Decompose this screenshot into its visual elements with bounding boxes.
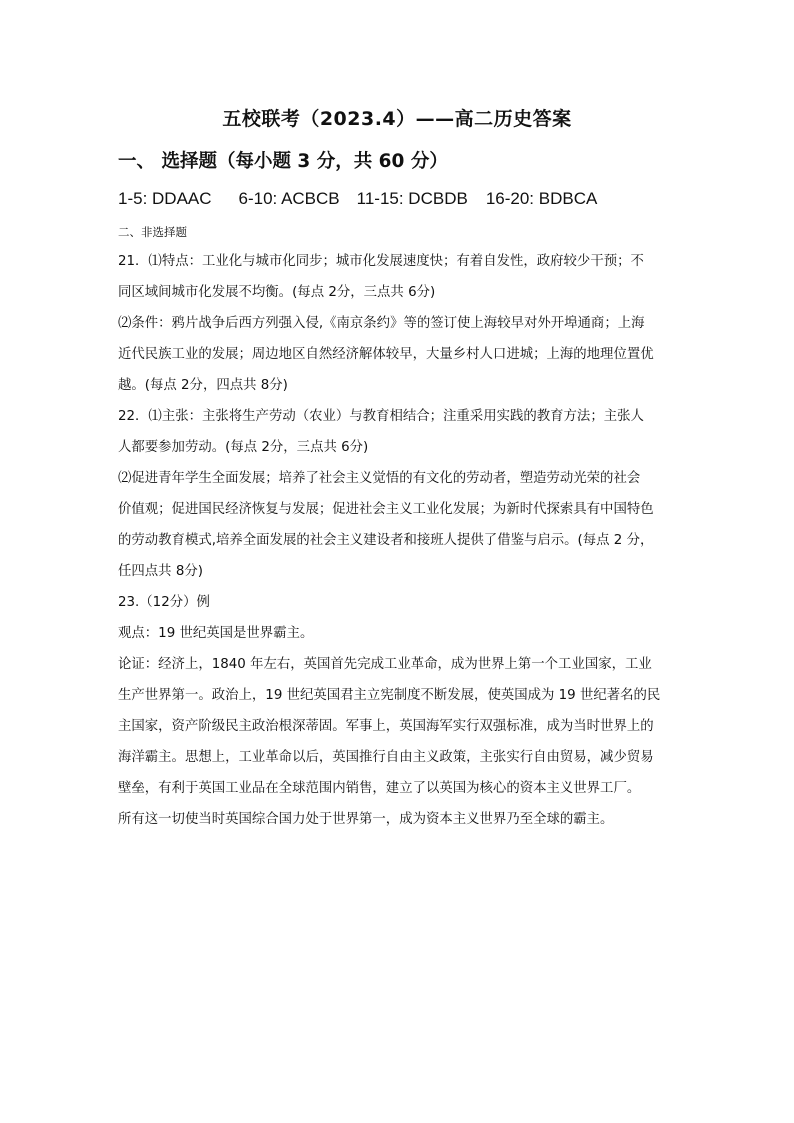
text-line: 任四点共 8分) [118,564,203,579]
text-line: 越。(每点 2分，四点共 8分) [118,378,288,393]
text-line: 海洋霸主。思想上，工业革命以后，英国推行自由主义政策，主张实行自由贸易，减少贸易 [118,750,654,765]
section-heading-multiple-choice: 一、 选择题（每小题 3 分，共 60 分） [118,151,448,172]
answer-group-16-20: 16-20: BDBCA [485,189,598,208]
multiple-choice-answers [118,189,597,209]
answer-group-11-15: 11-15: DCBDB [356,189,468,208]
text-line: 23.（12分）例 [118,595,210,610]
text-line: 21．⑴特点：工业化与城市化同步；城市化发展速度快；有着自发性，政府较少干预；不 [118,254,644,269]
text-line: 的劳动教育模式,培养全面发展的社会主义建设者和接班人提供了借鉴与启示。(每点 2 分， [118,533,654,548]
text-line: ⑵条件：鸦片战争后西方列强入侵,《南京条约》等的签订使上海较早对外开埠通商；上海 [118,316,645,331]
text-line: 所有这一切使当时英国综合国力处于世界第一，成为资本主义世界乃至全球的霸主。 [118,812,614,827]
answer-group-1-5: 1-5: DDAAC [118,189,212,208]
text-line: 近代民族工业的发展；周边地区自然经济解体较早，大量乡村人口进城；上海的地理位置优 [118,347,654,362]
text-line: 价值观；促进国民经济恢复与发展；促进社会主义工业化发展；为新时代探索具有中国特色 [118,502,654,517]
text-line: 论证：经济上，1840 年左右，英国首先完成工业革命，成为世界上第一个工业国家，工业 [118,657,652,672]
answer-group-6-10: 6-10: ACBCB [238,189,340,208]
text-line: 观点：19 世纪英国是世界霸主。 [118,626,314,641]
text-line: 主国家，资产阶级民主政治根深蒂固。军事上，英国海军实行双强标准，成为当时世界上的 [118,719,654,734]
section-heading-non-multiple-choice: 二、非选择题 [118,225,187,239]
text-line: ⑵促进青年学生全面发展；培养了社会主义觉悟的有文化的劳动者，塑造劳动光荣的社会 [118,471,641,486]
text-line: 壁垒，有利于英国工业品在全球范围内销售，建立了以英国为核心的资本主义世界工厂。 [118,781,641,796]
text-line: 人都要参加劳动。(每点 2分，三点共 6分) [118,440,369,455]
page-title: 五校联考（2023.4）——高二历史答案 [222,108,572,130]
text-line: 生产世界第一。政治上，19 世纪英国君主立宪制度不断发展，使英国成为 19 世纪著名的民 [118,688,661,703]
text-line: 同区域间城市化发展不均衡。(每点 2分，三点共 6分) [118,285,436,300]
answer-body [118,246,680,835]
text-line: 22．⑴主张：主张将生产劳动（农业）与教育相结合；注重采用实践的教育方法；主张人 [118,409,644,424]
